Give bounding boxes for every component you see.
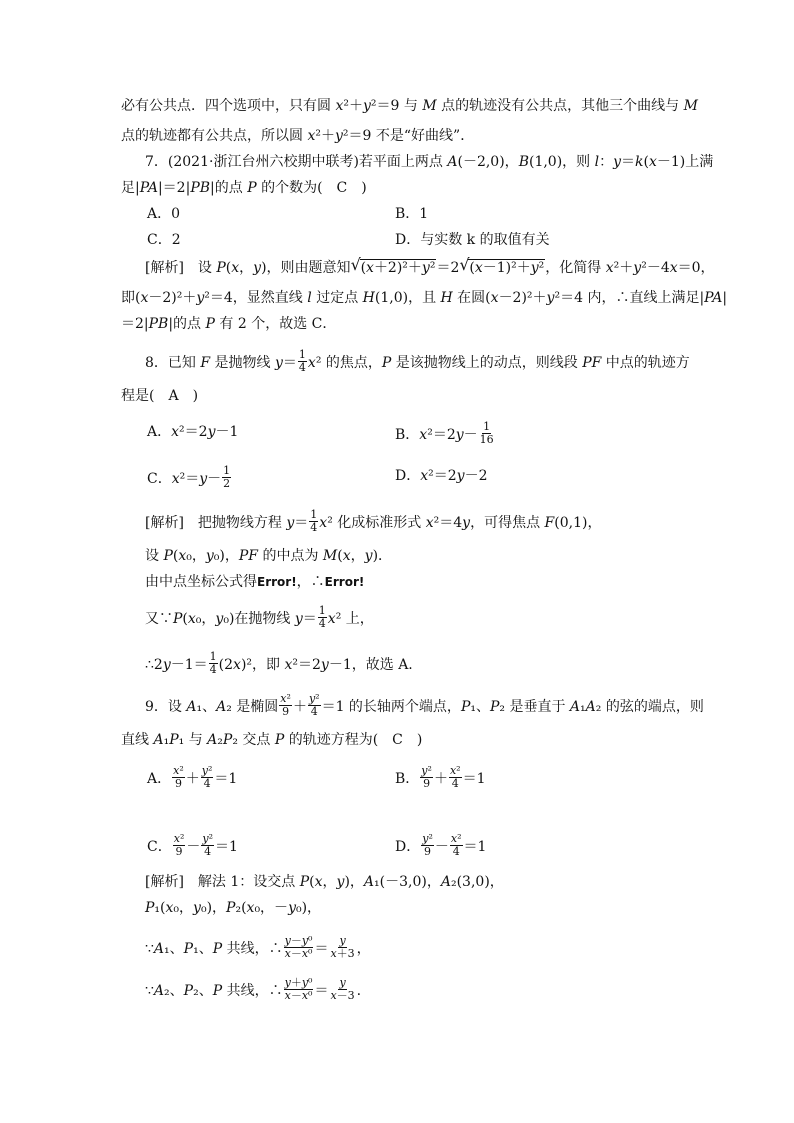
text-content: [解析] 把抛物线方程 y＝ $\frac{1}{4}$ x² 化成标准形式 x²＝4y，可得焦点 F(0,1)，: [145, 508, 602, 534]
text-content: ∴2y－1＝ $\frac{1}{4}$ (2x)²，即 x²＝2y－1，故选 A.: [145, 650, 413, 676]
q9-solution: [145, 872, 504, 892]
text-content: 9．设 A₁、A₂ 是椭圆 $\frac{\text{x²}}{9}$ ＋ $\frac{\text{y²}}{4}$ ＝1 的长轴两个端点，P₁、P₂ 是垂直于 A₁A₂ 的弦的端点，则: [145, 692, 704, 718]
text-line: [145, 936, 371, 961]
text-content: P₁(x₀，y₀)，P₂(x₀，－y₀)，: [145, 900, 322, 916]
text-content: 直线 A₁P₁ 与 A₂P₂ 交点 P 的轨迹方程为( C ): [121, 732, 423, 748]
text-line: [145, 606, 374, 631]
text-line: [121, 386, 198, 406]
text-line: [121, 730, 422, 750]
q7-option-c: C．2: [147, 232, 181, 248]
text-content: 由中点坐标公式得Error!，∴Error!: [145, 574, 365, 590]
question-7-stem: [145, 152, 713, 172]
text-line: [145, 898, 321, 918]
text-content: 足|PA|＝2|PB|的点 P 的个数为( C ): [121, 180, 367, 196]
text-line: [121, 288, 727, 308]
text-content: B． $\frac{\text{y²}}{9}$ ＋ $\frac{\text{x²}}{4}$ ＝1: [395, 764, 486, 790]
text-line: [145, 652, 413, 677]
text-line: [145, 546, 392, 566]
text-content: B．x²＝2y－ $\frac{1}{16}$: [395, 420, 494, 446]
text-content: [解析] 设 P(x，y)，则由题意知 √ (x＋2)²＋y²＝2 √ (x－1)²＋y²，化简得 x²＋y²－4x＝0，: [145, 255, 715, 276]
text-content: D． $\frac{\text{y²}}{9}$ － $\frac{\text{x²}}{4}$ ＝1: [395, 832, 487, 858]
text-line: [121, 126, 474, 146]
q8-option-a: [147, 422, 238, 442]
text-content: 设 P(x₀，y₀)，PF 的中点为 M(x，y)．: [145, 548, 393, 564]
text-content: A．x²＝2y－1: [147, 424, 239, 440]
q8-option-c: [147, 466, 232, 491]
q7-option-a: A．0: [147, 206, 181, 222]
text-content: C．x²＝y－ $\frac{1}{2}$: [147, 464, 231, 490]
q9-option-b: [395, 766, 486, 791]
text-content: [解析] 解法 1：设交点 P(x，y)，A₁(－3,0)，A₂(3,0)，: [145, 874, 504, 890]
text-content: 7．(2021·浙江台州六校期中联考)若平面上两点 A(－2,0)，B(1,0)，则 l：y＝k(x－1)上满: [145, 154, 714, 170]
text-content: C． $\frac{\text{x²}}{9}$ － $\frac{\text{y²}}{4}$ ＝1: [147, 832, 238, 858]
text-content: ∵A₁、P₁、P 共线，∴ $\frac{\text{y－y⁰}}{\text{x－x⁰}}$ ＝ $\frac{y}{x+3}$ ，: [145, 934, 371, 960]
q8-solution: [145, 510, 601, 535]
text-line: [121, 96, 698, 116]
text-content: 8．已知 F 是抛物线 y＝ $\frac{1}{4}$ x² 的焦点，P 是该抛物线上的动点，则线段 PF 中点的轨迹方: [145, 348, 690, 374]
question-9-stem: [145, 694, 704, 719]
q7-option-d: D．与实数 k 的取值有关: [395, 232, 550, 248]
text-content: 又∵P(x₀，y₀)在抛物线 y＝ $\frac{1}{4}$ x² 上，: [145, 604, 374, 630]
text-content: ＝2|PB|的点 P 有 2 个，故选 C．: [121, 316, 337, 332]
q9-option-a: [147, 766, 237, 791]
text-content: 程是( A ): [121, 388, 199, 404]
text-content: A． $\frac{\text{x²}}{9}$ ＋ $\frac{\text{y²}}{4}$ ＝1: [147, 764, 238, 790]
q8-option-b: [395, 422, 496, 447]
text-line: [121, 314, 336, 334]
text-content: ∵A₂、P₂、P 共线，∴ $\frac{\text{y＋y⁰}}{\text{x－x⁰}}$ ＝ $\frac{y}{x-3}$ .: [145, 976, 362, 1002]
text-content: 点的轨迹都有公共点，所以圆 x²＋y²＝9 不是“好曲线”．: [121, 128, 475, 144]
text-content: 必有公共点．四个选项中，只有圆 x²＋y²＝9 与 M 点的轨迹没有公共点，其他三个曲线与 M: [121, 98, 698, 114]
text-line: [145, 978, 361, 1003]
q9-option-c: [147, 834, 238, 859]
q7-solution: [145, 255, 715, 278]
q8-option-d: [395, 466, 488, 486]
text-content: D．x²＝2y－2: [395, 468, 488, 484]
q9-option-d: [395, 834, 486, 859]
q7-option-b: B．1: [395, 206, 429, 222]
text-line: [145, 572, 364, 592]
question-8-stem: [145, 350, 690, 375]
text-line: [121, 178, 367, 198]
text-content: 即(x－2)²＋y²＝4，显然直线 l 过定点 H(1,0)，且 H 在圆(x－2)²＋y²＝4 内，∴直线上满足|PA|: [121, 290, 728, 306]
